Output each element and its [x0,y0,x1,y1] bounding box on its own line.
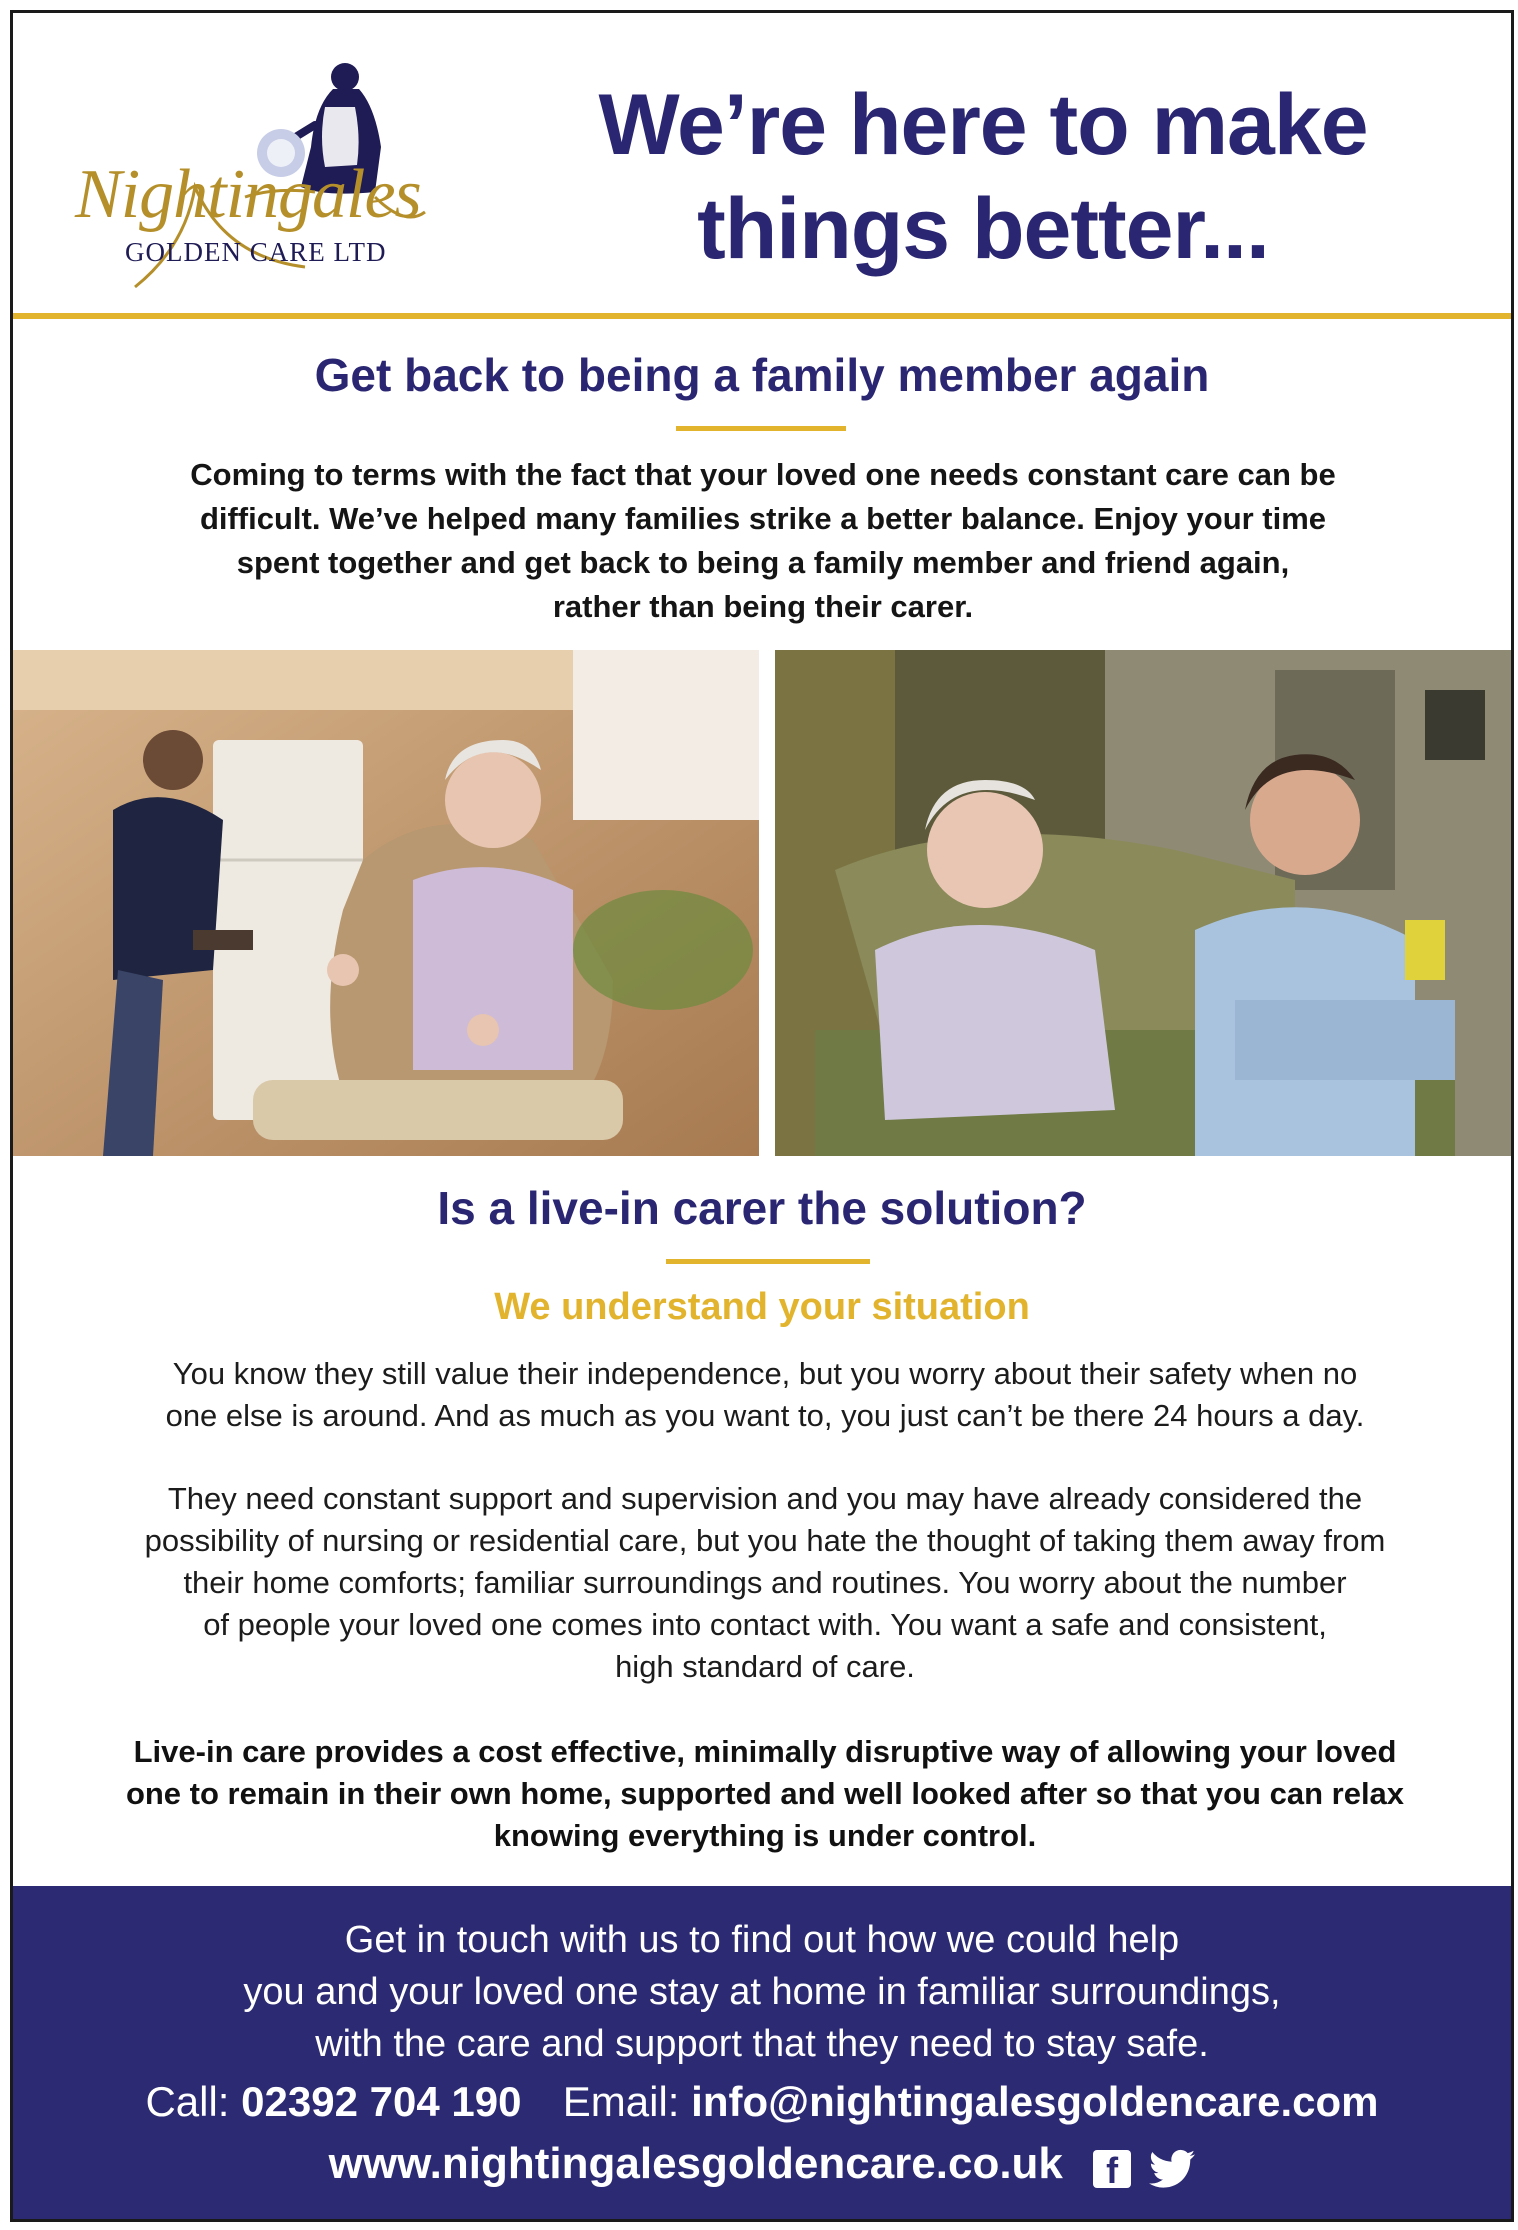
section1-body-line: Coming to terms with the fact that your loved one needs constant care can be [190,457,1336,492]
company-logo [75,37,495,307]
footer-message-line: with the care and support that they need to stay safe. [315,2023,1209,2065]
section2-subtitle: We understand your situation [494,1286,1030,1328]
headline-line-1: We’re here to make [598,77,1368,173]
social-links [1093,2138,1195,2194]
section1-title: Get back to being a family member again [314,349,1210,401]
website-line [13,2136,1511,2194]
section1-body-line: spent together and get back to being a family member and friend again, [236,545,1290,580]
poster [10,10,1514,2222]
header [13,13,1511,313]
section1-body-line: rather than being their carer. [552,589,974,624]
header-divider [13,313,1511,319]
paragraph-line: You know they still value their independence, but you worry about their safety when no [172,1356,1358,1391]
section1-body [133,453,1393,629]
footer-message [13,1914,1511,2070]
headline-line-2: things better... [697,181,1269,277]
phone-link[interactable]: 02392 704 190 [241,2078,522,2125]
paragraph-line: one else is around. And as much as you want to, you just can’t be there 24 hours a day. [165,1398,1365,1433]
headline [533,73,1433,281]
paragraph-line: knowing everything is under control. [493,1818,1037,1853]
paragraph-supervision [93,1478,1437,1688]
section1-divider [676,426,846,431]
website-link[interactable]: www.nightingalesgoldencare.co.uk [328,2139,1063,2188]
section2-divider [666,1259,870,1264]
paragraph-independence [93,1353,1437,1437]
contact-line [13,2076,1511,2128]
section1-body-line: difficult. We’ve helped many families strike a better balance. Enjoy your time [199,501,1327,536]
contact-footer [13,1886,1511,2222]
paragraph-line: their home comforts; familiar surroundings and routines. You worry about the number [183,1565,1347,1600]
paragraph-line: Live-in care provides a cost effective, minimally disruptive way of allowing your loved [133,1734,1397,1769]
paragraph-line: of people your loved one comes into contact with. You want a safe and consistent, [203,1607,1327,1642]
paragraph-line: high standard of care. [615,1649,915,1684]
paragraph-line: possibility of nursing or residential care, but you hate the thought of taking them away from [144,1523,1386,1558]
footer-message-line: Get in touch with us to find out how we could help [344,1919,1180,1961]
logo-subtitle: GOLDEN CARE LTD [125,237,387,267]
photo-carer-sofa [775,650,1514,1156]
call-label: Call: [145,2078,230,2125]
photo-carer-kitchen [13,650,759,1156]
footer-message-line: you and your loved one stay at home in familiar surroundings, [243,1971,1281,2013]
twitter-icon[interactable] [1149,2149,1195,2189]
paragraph-line: They need constant support and supervision and you may have already considered the [167,1481,1363,1516]
email-label: Email: [562,2078,680,2125]
facebook-icon[interactable]: f [1093,2150,1131,2188]
logo-script: Nightingales [75,156,421,233]
email-link[interactable]: info@nightingalesgoldencare.com [691,2078,1379,2125]
paragraph-line: one to remain in their own home, supported and well looked after so that you can relax [125,1776,1405,1811]
section2-title: Is a live-in carer the solution? [437,1182,1087,1234]
paragraph-live-in-care [93,1731,1437,1857]
